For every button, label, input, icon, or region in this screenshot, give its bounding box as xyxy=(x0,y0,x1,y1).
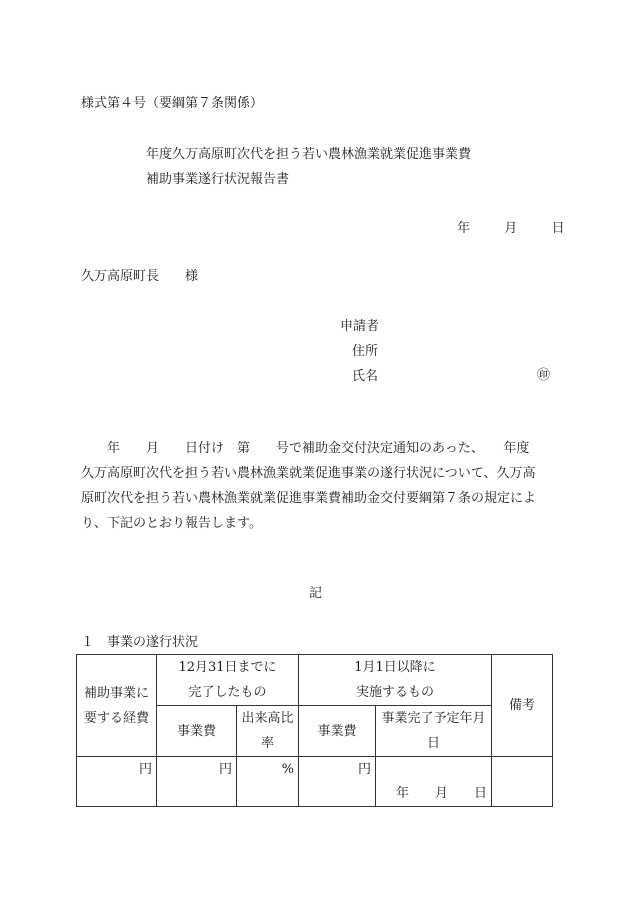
remarks-cell[interactable] xyxy=(492,757,553,807)
report-date xyxy=(457,222,565,235)
document-title-line1: 年度久万高原町次代を担う若い農林漁業就業促進事業費 xyxy=(146,147,472,162)
section-heading: １ 事業の遂行状況 xyxy=(81,635,199,650)
planned-completion-cell[interactable]: 年 月 日 xyxy=(376,757,492,807)
completed-by-dec31-header: 12月31日までに 完了したもの xyxy=(157,655,299,706)
addressee: 久万高原町長 様 xyxy=(81,269,199,284)
body-line-3: 原町次代を担う若い農林漁業就業促進事業費補助金交付要綱第７条の規定によ xyxy=(81,491,537,506)
remarks-header: 備考 xyxy=(492,655,553,757)
completion-rate-header: 出来高比 率 xyxy=(237,706,299,757)
date-day-label: 日 xyxy=(551,221,565,236)
date-month-label: 月 xyxy=(504,221,518,236)
cost-header-2: 事業費 xyxy=(299,706,376,757)
seal-mark: ㊞ xyxy=(537,368,551,383)
expense-cell[interactable]: 円 xyxy=(77,757,157,807)
name-label: 氏名 xyxy=(352,369,379,384)
status-table xyxy=(76,654,553,807)
body-line-2: 久万高原町次代を担う若い農林漁業就業促進事業の遂行状況について、久万高 xyxy=(81,466,536,481)
body-line-1: 年 月 日付け 第 号で補助金交付決定通知のあった、 年度 xyxy=(107,441,530,456)
form-number: 様式第４号（要綱第７条関係） xyxy=(81,96,264,111)
body-line-4: り、下記のとおり報告します。 xyxy=(81,516,262,531)
planned-completion-header: 事業完了予定年月 日 xyxy=(376,706,492,757)
expense-header: 補助事業に 要する経費 xyxy=(77,655,157,757)
cost-cell-2[interactable]: 円 xyxy=(299,757,376,807)
cost-cell-1[interactable]: 円 xyxy=(157,757,237,807)
cost-header-1: 事業費 xyxy=(157,706,237,757)
after-jan1-header: 1月1日以降に 実施するもの xyxy=(299,655,492,706)
document-title-line2: 補助事業遂行状況報告書 xyxy=(146,172,290,187)
address-label: 住所 xyxy=(352,344,379,359)
date-year-label: 年 xyxy=(457,221,471,236)
completion-rate-cell[interactable]: % xyxy=(237,757,299,807)
applicant-label: 申請者 xyxy=(340,319,380,334)
ki-heading: 記 xyxy=(309,586,323,601)
report-body xyxy=(81,436,551,536)
